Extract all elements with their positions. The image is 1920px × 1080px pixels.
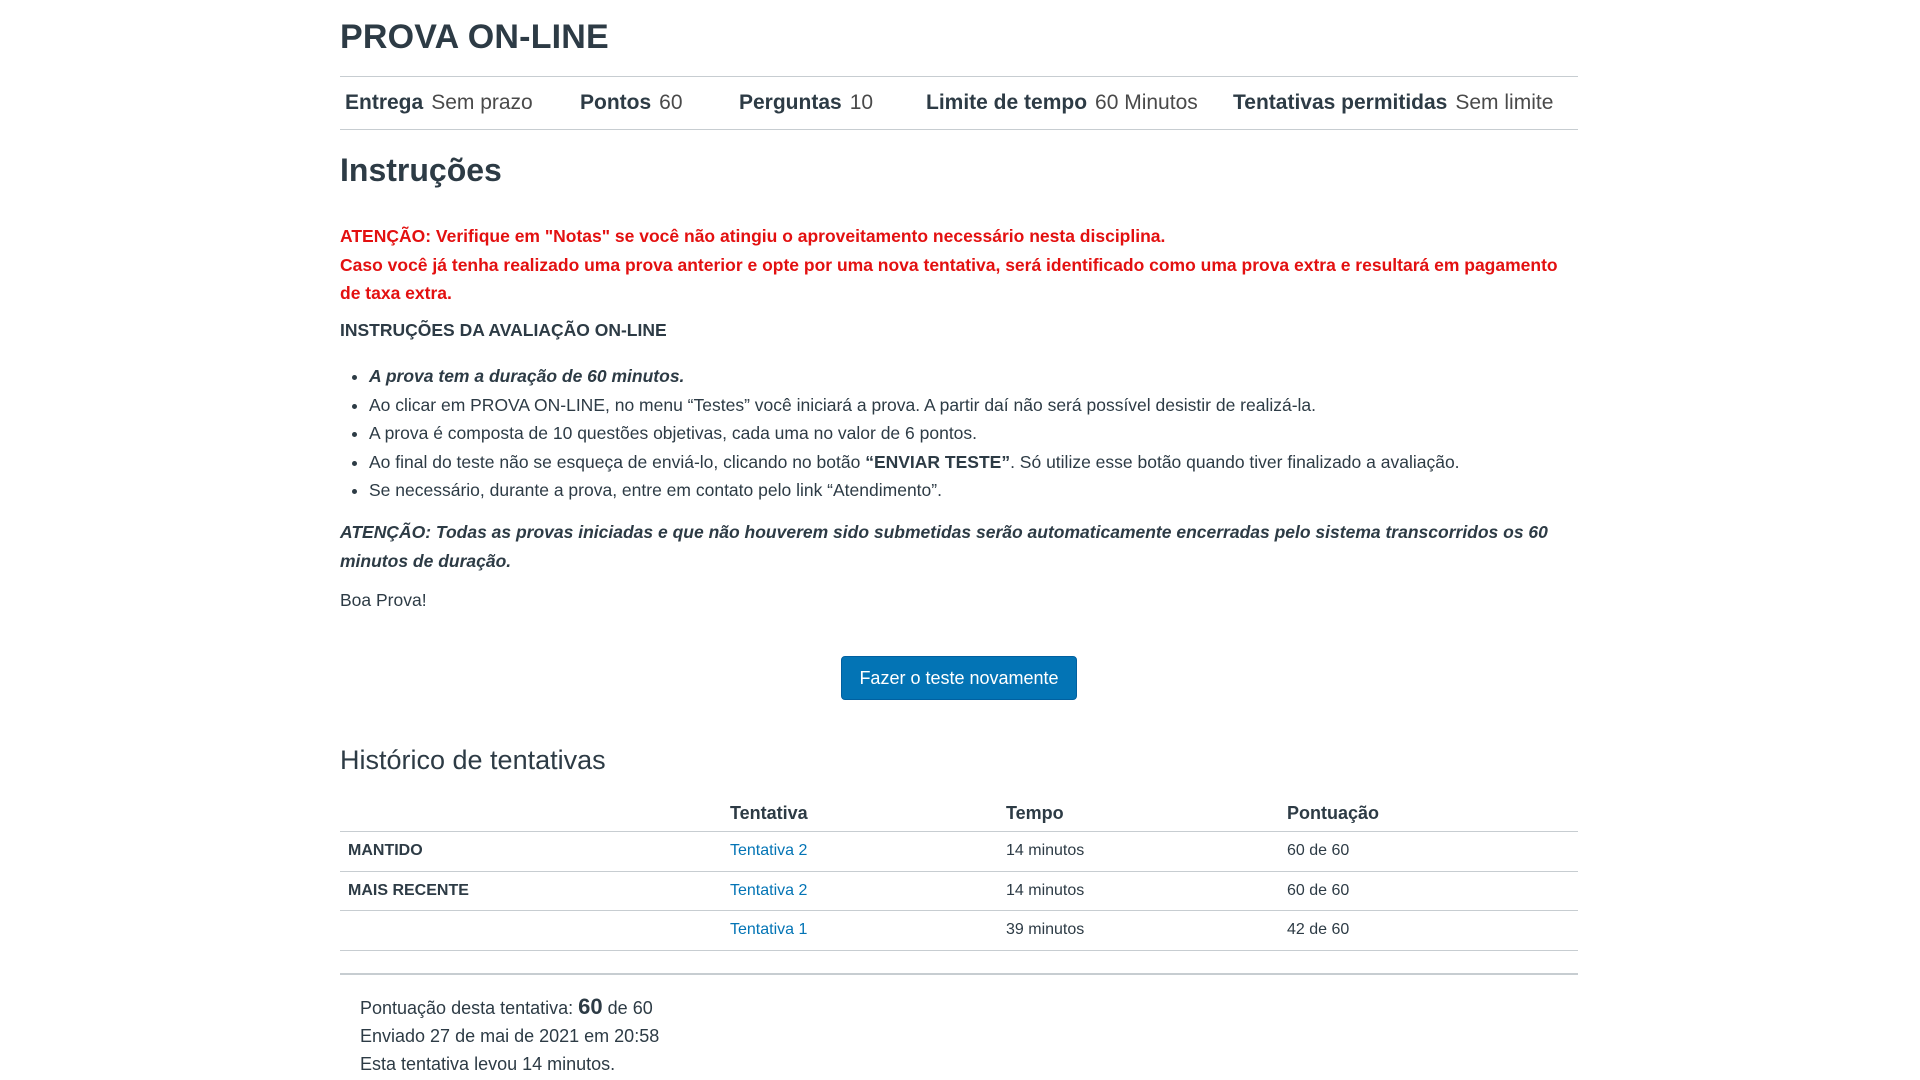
submitted-date: Enviado 27 de mai de 2021 em 20:58 — [360, 1026, 660, 1046]
rules-list — [340, 362, 1589, 505]
meta-questions-label: Perguntas — [739, 91, 842, 114]
attempt-link[interactable]: Tentativa 1 — [730, 921, 808, 939]
attempt-time: 14 minutos — [1006, 871, 1287, 911]
instructions-subheading: INSTRUÇÕES DA AVALIAÇÃO ON-LINE — [340, 320, 667, 340]
quiz-title: PROVA ON-LINE — [340, 18, 609, 56]
attempt-status — [340, 911, 730, 951]
closing-text: Boa Prova! — [340, 590, 427, 610]
rule-4-text-end: . Só utilize esse botão quando tiver finalizado a avaliação. — [1010, 451, 1460, 472]
meta-time-limit — [926, 91, 1228, 115]
meta-time-limit-label: Limite de tempo — [926, 91, 1088, 114]
quiz-details-bar — [340, 76, 1578, 130]
meta-questions — [739, 91, 921, 115]
rule-4-text-start: Ao final do teste não se esqueça de enviá-lo, clicando no botão — [369, 451, 866, 472]
attempt-cell — [730, 871, 1006, 911]
meta-points-value: 60 — [659, 91, 683, 114]
warning-line-1: ATENÇÃO: Verifique em "Notas" se você não atingiu o aproveitamento necessário nesta disciplina. — [340, 226, 1166, 246]
section-divider — [340, 973, 1578, 975]
meta-points — [580, 91, 734, 115]
attempt-score-line — [360, 993, 659, 1022]
rule-4-send-button-name: “ENVIAR TESTE” — [865, 451, 1011, 472]
meta-due-value: Sem prazo — [431, 91, 533, 114]
attempt-duration: Esta tentativa levou 14 minutos. — [360, 1054, 616, 1074]
rule-item: • A prova tem a duração de 60 minutos. — [369, 362, 1589, 391]
meta-points-label: Pontos — [580, 91, 652, 114]
table-row — [340, 911, 1578, 951]
score-total: de 60 — [607, 998, 653, 1018]
meta-attempts-label: Tentativas permitidas — [1233, 91, 1448, 114]
attempt-time: 39 minutos — [1006, 911, 1287, 951]
meta-due — [345, 91, 575, 115]
score-label: Pontuação desta tentativa: — [360, 998, 574, 1018]
column-header-status — [340, 795, 730, 832]
attempt-history-table — [340, 795, 1578, 951]
meta-due-label: Entrega — [345, 91, 424, 114]
attempt-cell — [730, 911, 1006, 951]
column-header-score: Pontuação — [1287, 795, 1578, 832]
table-header-row — [340, 795, 1578, 832]
meta-questions-value: 10 — [849, 91, 874, 114]
meta-attempts — [1233, 91, 1553, 115]
attempt-link[interactable]: Tentativa 2 — [730, 881, 808, 899]
attempt-cell — [730, 832, 1006, 872]
rule-item: • Se necessário, durante a prova, entre em contato pelo link “Atendimento”. — [369, 476, 1589, 505]
retake-quiz-button[interactable]: Fazer o teste novamente — [841, 656, 1077, 700]
table-row — [340, 871, 1578, 911]
meta-attempts-value: Sem limite — [1455, 91, 1554, 114]
attempt-status: MAIS RECENTE — [340, 871, 730, 911]
attempt-summary — [360, 993, 659, 1078]
table-row — [340, 832, 1578, 872]
attempt-score: 60 de 60 — [1287, 832, 1578, 872]
rule-item: • A prova é composta de 10 questões objetivas, cada uma no valor de 6 pontos. — [369, 419, 1589, 448]
rule-item: • Ao clicar em PROVA ON-LINE, no menu “Testes” você iniciará a prova. A partir daí não será possível desistir de realizá-la. — [369, 391, 1589, 420]
attempt-score: 60 de 60 — [1287, 871, 1578, 911]
attempt-link[interactable]: Tentativa 2 — [730, 842, 808, 860]
attempt-history-heading: Histórico de tentativas — [340, 745, 606, 775]
attempt-score: 42 de 60 — [1287, 911, 1578, 951]
meta-time-limit-value: 60 Minutos — [1095, 91, 1198, 114]
rule-item — [369, 448, 1589, 477]
column-header-attempt: Tentativa — [730, 795, 1006, 832]
attempt-status: MANTIDO — [340, 832, 730, 872]
warning-block — [340, 222, 1578, 308]
timeout-note: ATENÇÃO: Todas as provas iniciadas e que não houverem sido submetidas serão automaticamente encerradas pelo sistema transcorridos os 60 minutos de duração. — [340, 522, 1548, 571]
attempt-time: 14 minutos — [1006, 832, 1287, 872]
score-value: 60 — [578, 994, 603, 1019]
warning-line-2: Caso você já tenha realizado uma prova anterior e opte por uma nova tentativa, será identificado como uma prova extra e resultará em pagamento de taxa extra. — [340, 254, 1558, 303]
instructions-heading: Instruções — [340, 152, 502, 188]
column-header-time: Tempo — [1006, 795, 1287, 832]
